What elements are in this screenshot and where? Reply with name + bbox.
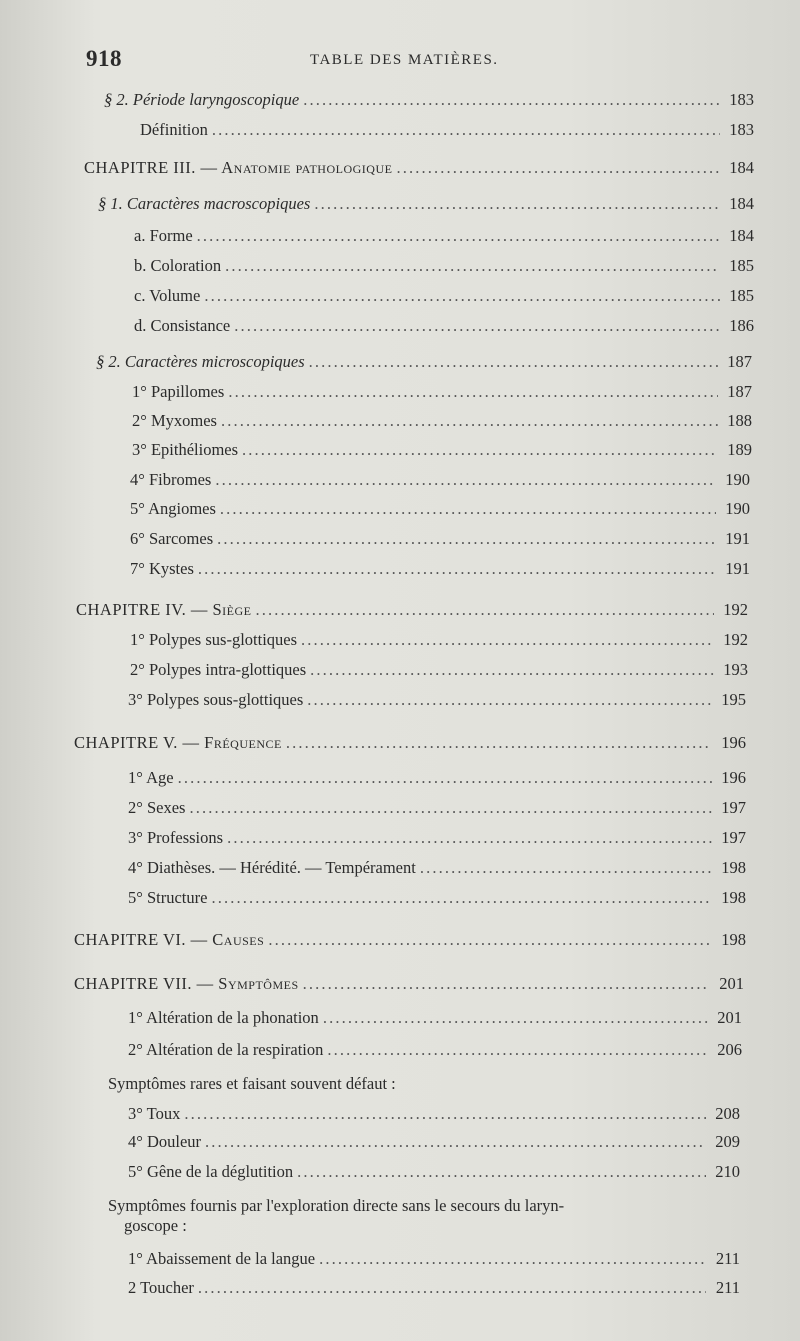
toc-entry-label: 2° Myxomes <box>132 411 217 430</box>
toc-entry-label: 4° Douleur <box>128 1132 202 1151</box>
toc-entry-page: 183 <box>729 120 754 139</box>
toc-entry-label: 1° Age <box>128 768 174 787</box>
toc-entry <box>128 1038 742 1062</box>
toc-entry-page: 211 <box>715 1249 740 1268</box>
running-title: TABLE DES MATIÈRES. <box>310 52 499 68</box>
leader-dots <box>215 468 716 492</box>
leader-dots <box>314 192 720 216</box>
toc-entry <box>128 826 746 850</box>
toc-entry <box>140 118 754 142</box>
leader-dots <box>286 731 712 755</box>
toc-entry <box>98 192 754 216</box>
toc-entry-page: 185 <box>729 286 754 305</box>
toc-entry <box>132 380 752 404</box>
toc-entry-page: 185 <box>729 256 754 275</box>
toc-entry-page: 184 <box>729 194 754 213</box>
leader-dots <box>303 972 710 996</box>
leader-dots <box>184 1102 706 1126</box>
toc-entry <box>128 1276 740 1300</box>
leader-dots <box>221 409 718 433</box>
toc-entry <box>134 224 754 248</box>
leader-dots <box>211 886 712 910</box>
toc-entry-label: 7° Kystes <box>130 559 194 578</box>
toc-chapter <box>74 731 746 755</box>
toc-entry-label: c. Volume <box>134 286 201 305</box>
leader-dots <box>327 1038 708 1062</box>
toc-entry-label: CHAPITRE V. — Fréquence <box>74 733 282 752</box>
leader-dots <box>234 314 720 338</box>
toc-entry-page: 198 <box>721 930 746 949</box>
toc-entry-page: 191 <box>725 559 750 578</box>
leader-dots <box>319 1247 706 1271</box>
toc-entry-label: 1° Abaissement de la langue <box>128 1249 316 1268</box>
toc-entry-label: 5° Structure <box>128 888 208 907</box>
toc-entry-label: CHAPITRE VII. — Symptômes <box>74 974 299 993</box>
toc-entry-page: 196 <box>721 768 746 787</box>
toc-entry-page: 201 <box>717 1008 742 1027</box>
toc-entry-label: 5° Gêne de la déglutition <box>128 1162 294 1181</box>
toc-entry <box>128 688 746 712</box>
toc-entry <box>128 856 746 880</box>
leader-dots <box>220 497 716 521</box>
toc-chapter <box>74 972 744 996</box>
toc-entry <box>134 314 754 338</box>
toc-entry-page: 190 <box>725 470 750 489</box>
toc-entry-label: 3° Toux <box>128 1104 181 1123</box>
toc-entry-page: 187 <box>727 352 752 371</box>
leader-dots <box>420 856 712 880</box>
toc-entry-label: § 2. Caractères microscopiques <box>96 352 305 371</box>
toc-entry-label: 2° Sexes <box>128 798 186 817</box>
toc-subheading: Symptômes fournis par l'exploration directe sans le secours du laryn- <box>108 1196 565 1215</box>
toc-entry <box>132 409 752 433</box>
toc-entry-page: 188 <box>727 411 752 430</box>
toc-chapter <box>74 928 746 952</box>
leader-dots <box>301 628 714 652</box>
leader-dots <box>228 380 718 404</box>
toc-entry-page: 206 <box>717 1040 742 1059</box>
leader-dots <box>242 438 718 462</box>
toc-entry-page: 198 <box>721 888 746 907</box>
toc-entry-label: a. Forme <box>134 226 193 245</box>
leader-dots <box>268 928 712 952</box>
toc-entry-label: 4° Fibromes <box>130 470 212 489</box>
toc-entry-page: 210 <box>715 1162 740 1181</box>
toc-entry-label: 1° Altération de la phonation <box>128 1008 319 1027</box>
toc-entry-page: 209 <box>715 1132 740 1151</box>
toc-entry-page: 195 <box>721 690 746 709</box>
toc-entry-page: 191 <box>725 529 750 548</box>
leader-dots <box>204 284 720 308</box>
toc-entry-label: § 2. Période laryngoscopique <box>104 90 300 109</box>
toc-entry-page: 190 <box>725 499 750 518</box>
toc-entry <box>130 497 750 521</box>
toc-entry-label: 6° Sarcomes <box>130 529 214 548</box>
leader-dots <box>178 766 712 790</box>
leader-dots <box>212 118 720 142</box>
toc-entry <box>128 886 746 910</box>
toc-entry-label: 2 Toucher <box>128 1278 194 1297</box>
toc-entry <box>104 88 754 112</box>
leader-dots <box>307 688 712 712</box>
toc-entry-label: Définition <box>140 120 208 139</box>
leader-dots <box>297 1160 706 1184</box>
toc-entry-label: 2° Polypes intra-glottiques <box>130 660 307 679</box>
toc-subheading: Symptômes rares et faisant souvent défaut : <box>108 1074 396 1093</box>
toc-entry <box>128 1247 740 1271</box>
leader-dots <box>205 1130 706 1154</box>
toc-entry-page: 208 <box>715 1104 740 1123</box>
toc-entry-page: 197 <box>721 798 746 817</box>
toc-entry-page: 184 <box>729 226 754 245</box>
toc-entry <box>128 766 746 790</box>
toc-entry-page: 192 <box>723 630 748 649</box>
toc-entry-label: 3° Epithéliomes <box>132 440 239 459</box>
toc-entry-page: 183 <box>729 90 754 109</box>
toc-entry <box>130 527 750 551</box>
toc-entry <box>134 284 754 308</box>
leader-dots <box>310 658 714 682</box>
toc-entry <box>128 1130 740 1154</box>
toc-entry-label: 3° Polypes sous-glottiques <box>128 690 304 709</box>
toc-entry-label: CHAPITRE III. — Anatomie pathologique <box>84 158 393 177</box>
toc-entry-label: § 1. Caractères macroscopiques <box>98 194 311 213</box>
toc-entry-label: CHAPITRE VI. — Causes <box>74 930 265 949</box>
toc-entry-page: 187 <box>727 382 752 401</box>
toc-entry <box>130 468 750 492</box>
toc-subheading-continuation: goscope : <box>124 1216 187 1235</box>
toc-chapter <box>84 156 754 180</box>
toc-entry-label: CHAPITRE IV. — Siège <box>76 600 252 619</box>
page-header <box>86 46 726 76</box>
toc-entry-label: 1° Polypes sus-glottiques <box>130 630 298 649</box>
leader-dots <box>198 1276 706 1300</box>
toc-entry-page: 184 <box>729 158 754 177</box>
leader-dots <box>323 1006 708 1030</box>
toc-entry <box>130 628 748 652</box>
leader-dots <box>309 350 718 374</box>
leader-dots <box>255 598 714 622</box>
toc-entry-label: b. Coloration <box>134 256 222 275</box>
toc-entry <box>132 438 752 462</box>
toc-entry <box>128 1160 740 1184</box>
toc-entry <box>128 1102 740 1126</box>
toc-entry-label: 4° Diathèses. — Hérédité. — Tempérament <box>128 858 416 877</box>
page-number: 918 <box>86 46 122 71</box>
leader-dots <box>189 796 712 820</box>
toc-entry-label: 1° Papillomes <box>132 382 225 401</box>
toc-entry-page: 186 <box>729 316 754 335</box>
toc-entry-label: 5° Angiomes <box>130 499 216 518</box>
leader-dots <box>227 826 712 850</box>
toc-entry-page: 198 <box>721 858 746 877</box>
leader-dots <box>197 224 720 248</box>
toc-entry <box>128 1006 742 1030</box>
toc-entry-page: 192 <box>723 600 748 619</box>
toc-entry <box>134 254 754 278</box>
leader-dots <box>396 156 720 180</box>
toc-entry-label: d. Consistance <box>134 316 231 335</box>
leader-dots <box>225 254 720 278</box>
toc-entry <box>130 557 750 581</box>
toc-entry-page: 201 <box>719 974 744 993</box>
leader-dots <box>198 557 716 581</box>
toc-entry <box>128 796 746 820</box>
toc-entry-page: 196 <box>721 733 746 752</box>
toc-entry <box>130 658 748 682</box>
toc-entry-label: 2° Altération de la respiration <box>128 1040 324 1059</box>
toc-entry-page: 193 <box>723 660 748 679</box>
toc-entry-page: 189 <box>727 440 752 459</box>
leader-dots <box>217 527 716 551</box>
toc-entry-page: 211 <box>715 1278 740 1297</box>
toc-entry <box>96 350 752 374</box>
toc-entry-label: 3° Professions <box>128 828 224 847</box>
toc-entry-page: 197 <box>721 828 746 847</box>
toc-chapter <box>76 598 748 622</box>
leader-dots <box>303 88 720 112</box>
